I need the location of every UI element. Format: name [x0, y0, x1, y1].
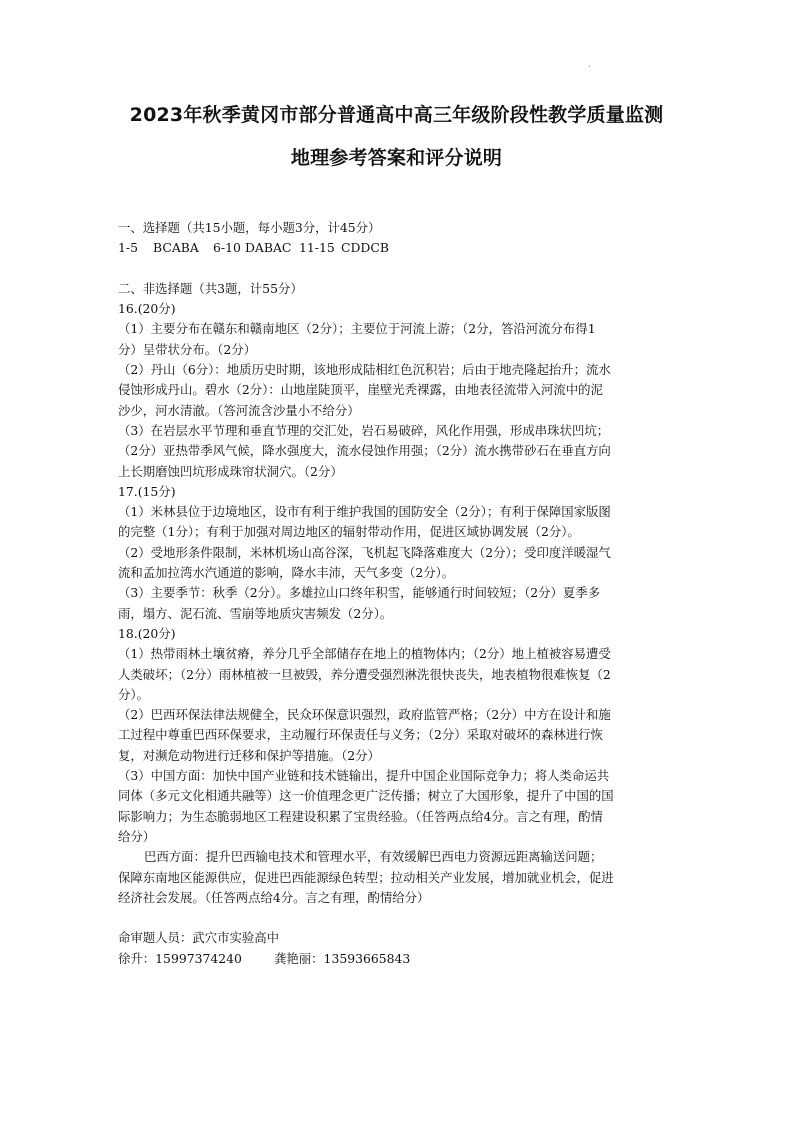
q18-line: 人类破坏；（2分）雨林植被一旦被毁，养分遭受强烈淋洗很快丧失，地表植物很难恢复（2	[118, 666, 611, 682]
answer-letters: CDDCB	[341, 240, 389, 256]
q16-line: （1）主要分布在赣东和赣南地区（2分）；主要位于河流上游；（2分，答沿河流分布得1	[118, 321, 596, 337]
answer-range: 11-15	[299, 240, 335, 256]
q18-line: 复，对濒危动物进行迁移和保护等措施。（2分）	[118, 747, 380, 763]
q18-brazil-line: 经济社会发展。（任答两点给4分。言之有理，酌情给分）	[118, 889, 430, 905]
q17-line: （3）主要季节：秋季（2分）。多雄拉山口终年积雪，能够通行时间较短；（2分）夏季多	[118, 585, 601, 601]
answer-letters: BCABA	[153, 240, 199, 256]
q17-line: 雨，塌方、泥石流、雪崩等地质灾害频发（2分）。	[118, 605, 393, 621]
section1-heading: 一、选择题（共15小题，每小题3分，计45分）	[118, 220, 381, 235]
q18-line: （2）巴西环保法律法规健全，民众环保意识强烈，政府监管严格；（2分）中方在设计和施	[118, 707, 611, 723]
q18-line: （1）热带雨林土壤贫瘠，养分几乎全部储存在地上的植物体内；（2分）地上植被容易遭受	[118, 646, 611, 662]
reviewers-line: 命审题人员：武穴市实验高中	[118, 930, 280, 946]
q16-label: 16.(20分)	[118, 301, 176, 317]
q18-line: 际影响力；为生态脆弱地区工程建设积累了宝贵经验。（任答两点给4分。言之有理，酌情	[118, 808, 603, 824]
q18-line: 工过程中尊重巴西环保要求，主动履行环保责任与义务；（2分）采取对破坏的森林进行恢	[118, 727, 603, 743]
q16-line: 上长期磨蚀凹坑形成珠帘状洞穴。（2分）	[118, 463, 343, 479]
page-title-line2: 地理参考答案和评分说明	[290, 147, 503, 169]
q17-label: 17.(15分)	[118, 483, 176, 499]
q18-line: 给分）	[118, 828, 156, 844]
choice-answers	[118, 238, 680, 258]
q18-label: 18.(20分)	[118, 625, 176, 641]
answer-letters: DABAC	[245, 240, 292, 256]
page-title-line1: 2023年秋季黄冈市部分普通高中高三年级阶段性教学质量监测	[129, 104, 664, 126]
section2-heading: 二、非选择题（共3题，计55分）	[118, 280, 303, 296]
q17-line: 流和孟加拉湾水汽通道的影响，降水丰沛，天气多变（2分）。	[118, 565, 455, 581]
q18-line: 同体（多元文化相通共融等）这一价值理念更广泛传播；树立了大国形象，提升了中国的国	[118, 788, 614, 804]
q17-line: 的完整（1分）；有利于加强对周边地区的辐射带动作用，促进区域协调发展（2分）。	[118, 524, 580, 540]
answer-range: 6-10	[213, 240, 241, 256]
q16-line: （2分）亚热带季风气候，降水强度大，流水侵蚀作用强；（2分）流水携带砂石在垂直方向	[118, 443, 611, 459]
q18-brazil-line: 巴西方面：提升巴西输电技术和管理水平，有效缓解巴西电力资源远距离输送问题；	[144, 849, 603, 865]
q17-line: （2）受地形条件限制，米林机场山高谷深，飞机起飞降落难度大（2分）；受印度洋暖湿气	[118, 544, 611, 560]
reviewer-contact: 龚艳丽：13593665843	[274, 950, 411, 966]
scan-speck: ·	[588, 62, 592, 73]
q16-line: （3）在岩层水平节理和垂直节理的交汇处，岩石易破碎，风化作用强，形成串珠状凹坑；	[118, 422, 610, 438]
q16-line: （2）丹山（6分）：地质历史时期，该地形成陆相红色沉积岩；后由于地壳隆起抬升；流水	[118, 362, 611, 378]
answer-range: 1-5	[118, 240, 138, 256]
reviewer-contacts	[118, 949, 680, 969]
q16-line: 侵蚀形成丹山。碧水（2分）：山地崖陡顶平，崖壁光秃裸露，由地表径流带入河流中的泥	[118, 382, 603, 398]
q16-line: 沙少，河水清澈。（答河流含沙量小不给分）	[118, 402, 360, 418]
answer-content	[118, 218, 680, 969]
q16-line: 分）呈带状分布。（2分）	[118, 341, 256, 357]
reviewer-contact: 徐升：15997374240	[118, 950, 242, 966]
q17-line: （1）米林县位于边境地区，设市有利于维护我国的国防安全（2分）；有利于保障国家版图	[118, 504, 611, 520]
q18-line: 分）。	[118, 686, 149, 702]
q18-brazil-line: 保障东南地区能源供应，促进巴西能源绿色转型；拉动相关产业发展，增加就业机会，促进	[118, 869, 614, 885]
q18-line: （3）中国方面：加快中国产业链和技术链输出，提升中国企业国际竞争力；将人类命运共	[118, 768, 610, 784]
